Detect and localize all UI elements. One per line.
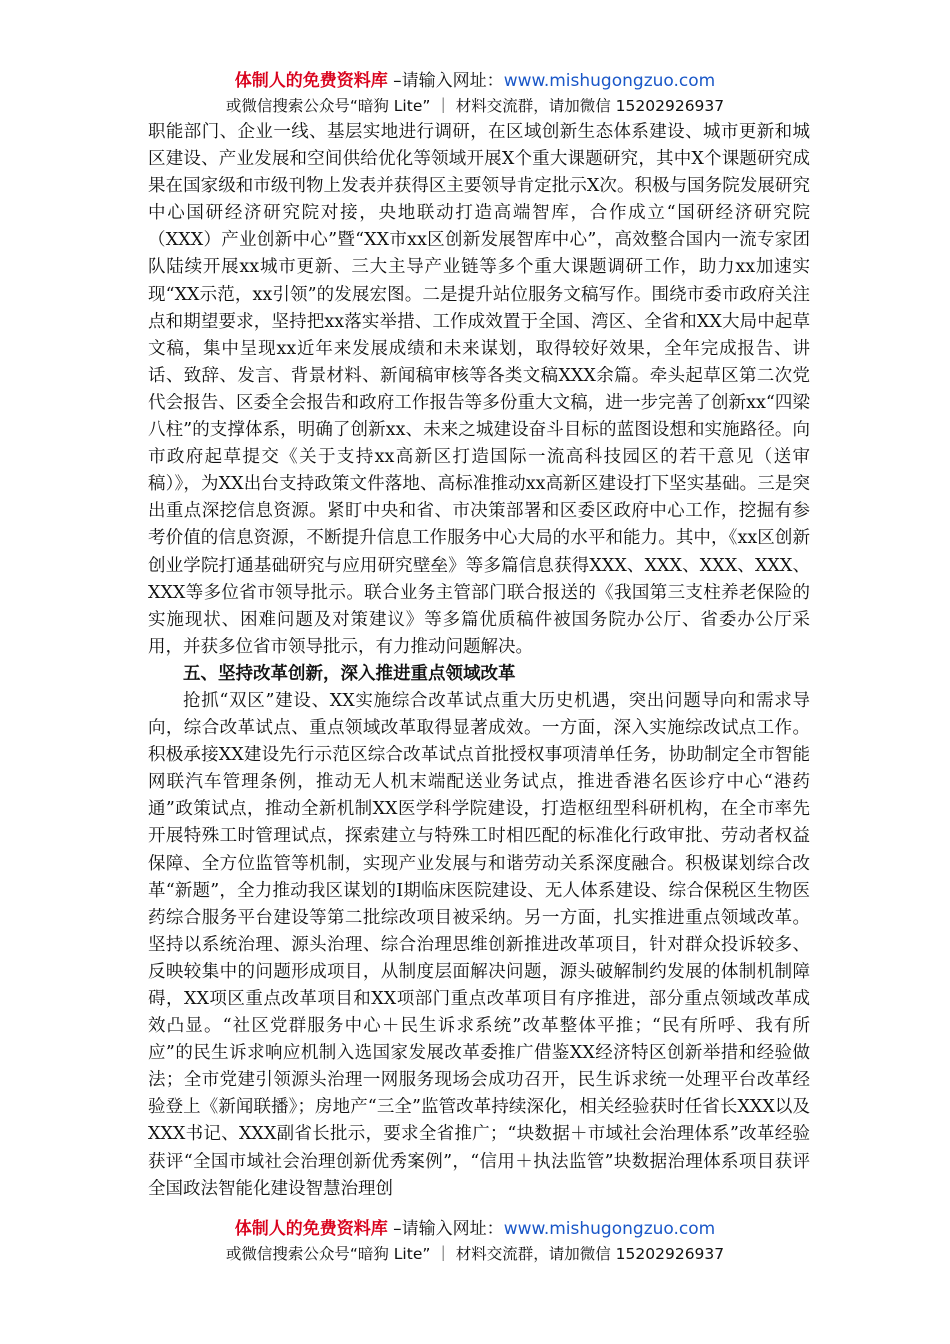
section-heading: 五、坚持改革创新，深入推进重点领域改革 — [183, 663, 516, 684]
footer-line-2: 或微信搜索公众号“暗狗 Lite” ｜ 材料交流群，请加微信 15202926937 — [225, 1245, 725, 1263]
banner-line-1 — [0, 68, 950, 94]
banner-line-2: 或微信搜索公众号“暗狗 Lite” ｜ 材料交流群，请加微信 15202926937 — [225, 97, 725, 115]
banner-prompt: –请输入网址： — [387, 71, 504, 91]
header-banner — [0, 68, 950, 118]
banner-brand: 体制人的免费资料库 — [234, 71, 388, 91]
footer-prompt: –请输入网址： — [387, 1219, 504, 1239]
banner-url-link[interactable]: www.mishugongzuo.com — [503, 71, 716, 91]
body-paragraph-1: 职能部门、企业一线、基层实地进行调研，在区域创新生态体系建设、城市更新和城区建设、产业发展和空间供给优化等领域开展X个重大课题研究，其中X个课题研究成果在国家级和市级刊物上发表并获得区主要领导肯定批示X次。积极与国务院发展研究中心国研经济研究院对接，央地联动打造高端智库，合作成立“国研经济研究院（XXX）产业创新中心”暨“XX市xx区创新发展智库中心”，高效整合国内一流专家团队陆续开展xx城市更新、三大主导产业链等多个重大课题调研工作，助力xx加速实现“XX示范，xx引领”的发展宏图。二是提升站位服务文稿写作。围绕市委市政府关注点和期望要求，坚持把xx落实举措、工作成效置于全国、湾区、全省和XX大局中起草文稿，集中呈现xx近年来发展成绩和未来谋划，取得较好效果，全年完成报告、讲话、致辞、发言、背景材料、新闻稿审核等各类文稿XXX余篇。牵头起草区第二次党代会报告、区委全会报告和政府工作报告等多份重大文稿，进一步完善了创新xx“四梁八柱”的支撑体系，明确了创新xx、未来之城建设奋斗目标的蓝图设想和实施路径。向市政府起草提交《关于支持xx高新区打造国际一流高科技园区的若干意见（送审稿）》，为XX出台支持政策文件落地、高标准推动xx高新区建设打下坚实基础。三是突出重点深挖信息资源。紧盯中央和省、市决策部署和区委区政府中心工作，挖掘有参考价值的信息资源，不断提升信息工作服务中心大局的水平和能力。其中，《xx区创新创业学院打通基础研究与应用研究壁垒》等多篇信息获得XXX、XXX、XXX、XXX、XXX等多位省市领导批示。联合业务主管部门联合报送的《我国第三支柱养老保险的实施现状、困难问题及对策建议》等多篇优质稿件被国务院办公厅、省委办公厅采用，并获多位省市领导批示，有力推动问题解决。 — [148, 122, 810, 657]
footer-brand: 体制人的免费资料库 — [234, 1219, 388, 1239]
document-body — [148, 119, 810, 1203]
footer-line-1 — [0, 1216, 950, 1242]
footer-url-link[interactable]: www.mishugongzuo.com — [503, 1219, 716, 1239]
footer-banner — [0, 1216, 950, 1266]
body-paragraph-2: 抢抓“双区”建设、XX实施综合改革试点重大历史机遇，突出问题导向和需求导向，综合改革试点、重点领域改革取得显著成效。一方面，深入实施综改试点工作。积极承接XX建设先行示范区综合改革试点首批授权事项清单任务，协助制定全市智能网联汽车管理条例，推动无人机末端配送业务试点，推进香港名医诊疗中心“港药通”政策试点，推动全新机制XX医学科学院建设，打造枢纽型科研机构，在全市率先开展特殊工时管理试点，探索建立与特殊工时相匹配的标准化行政审批、劳动者权益保障、全方位监管等机制，实现产业发展与和谐劳动关系深度融合。积极谋划综合改革“新题”，全力推动我区谋划的I期临床医院建设、无人体系建设、综合保税区生物医药综合服务平台建设等第二批综改项目被采纳。另一方面，扎实推进重点领域改革。坚持以系统治理、源头治理、综合治理思维创新推进改革项目，针对群众投诉较多、反映较集中的问题形成项目，从制度层面解决问题，源头破解制约发展的体制机制障碍，XX项区重点改革项目和XX项部门重点改革项目有序推进，部分重点领域改革成效凸显。“社区党群服务中心＋民生诉求系统”改革整体平推；“民有所呼、我有所应”的民生诉求响应机制入选国家发展改革委推广借鉴XX经济特区创新举措和经验做法；全市党建引领源头治理一网服务现场会成功召开，民生诉求统一处理平台改革经验登上《新闻联播》；房地产“三全”监管改革持续深化，相关经验获时任省长XXX以及XXX书记、XXX副省长批示，要求全省推广；“块数据＋市域社会治理体系”改革经验获评“全国市域社会治理创新优秀案例”，“信用＋执法监管”块数据治理体系项目获评全国政法智能化建设智慧治理创 — [148, 690, 810, 1199]
